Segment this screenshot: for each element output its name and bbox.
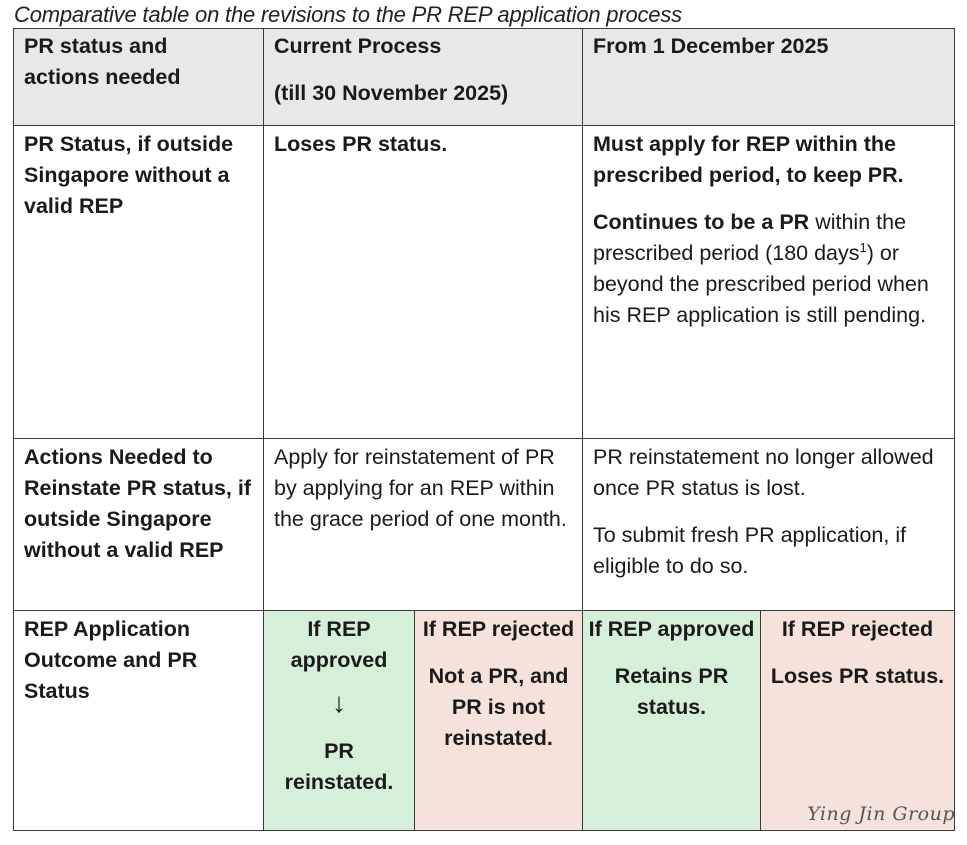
row2-current-cell — [264, 439, 583, 611]
new-rejected-result: Loses PR status. — [770, 664, 945, 688]
row1-new-requirement: Must apply for REP within the prescribed period, to keep PR. — [593, 132, 904, 187]
watermark: Ying Jin Group — [807, 803, 955, 825]
row1-new-continuation-bold: Continues to be a PR — [593, 210, 810, 234]
new-approved-heading: If REP approved — [588, 617, 755, 641]
current-approved-heading: If REP approved — [290, 617, 388, 672]
header-current-title: Current Process — [274, 34, 442, 58]
table-row — [14, 126, 955, 439]
header-row — [14, 29, 955, 126]
row3-label-text: REP Application Outcome and PR Status — [24, 617, 198, 703]
row1-new-cell — [583, 126, 955, 439]
table-row — [14, 439, 955, 611]
row-label — [14, 439, 264, 611]
current-approved-result: PR reinstated. — [284, 739, 394, 794]
row2-new-cell — [583, 439, 955, 611]
row1-current-cell — [264, 126, 583, 439]
header-col-status — [14, 29, 264, 126]
header-new-title: From 1 December 2025 — [593, 34, 829, 58]
comparison-table — [13, 28, 955, 831]
down-arrow-icon: ↓ — [332, 687, 346, 718]
header-current-subtitle: (till 30 November 2025) — [274, 81, 509, 105]
header-col-current — [264, 29, 583, 126]
new-rejected-cell — [761, 611, 955, 831]
row-label — [14, 126, 264, 439]
current-rejected-result: Not a PR, and PR is not reinstated. — [428, 664, 569, 750]
row2-new-text-1: PR reinstatement no longer allowed once PR status is lost. — [593, 445, 934, 500]
row1-new-continuation-b: ) or beyond the prescribed period when his REP application is still pending. — [593, 241, 929, 327]
header-col-status-line1: PR status and — [24, 34, 168, 58]
current-approved-cell — [264, 611, 415, 831]
row2-label-text: Actions Needed to Reinstate PR status, if outside Singapore without a valid REP — [24, 445, 251, 562]
row1-label-text: PR Status, if outside Singapore without a valid REP — [24, 132, 234, 218]
current-rejected-heading: If REP rejected — [422, 617, 575, 641]
table-caption: Comparative table on the revisions to the PR REP application process — [14, 2, 682, 27]
row1-new-continuation — [593, 207, 944, 331]
new-approved-cell — [583, 611, 761, 831]
row-label — [14, 611, 264, 831]
new-approved-result: Retains PR status. — [614, 664, 729, 719]
row2-new-text-2: To submit fresh PR application, if eligible to do so. — [593, 523, 907, 578]
header-col-status-line2: actions needed — [24, 65, 181, 89]
new-rejected-heading: If REP rejected — [781, 617, 934, 641]
row1-current-text: Loses PR status. — [274, 132, 448, 156]
footnote-marker: 1 — [859, 239, 867, 255]
table-row — [14, 611, 955, 831]
row1-new-continuation-a: within the prescribed period (180 days — [593, 210, 907, 265]
current-rejected-cell — [415, 611, 583, 831]
header-col-new — [583, 29, 955, 126]
row2-current-text: Apply for reinstatement of PR by applying for an REP within the grace period of one month. — [274, 445, 567, 531]
